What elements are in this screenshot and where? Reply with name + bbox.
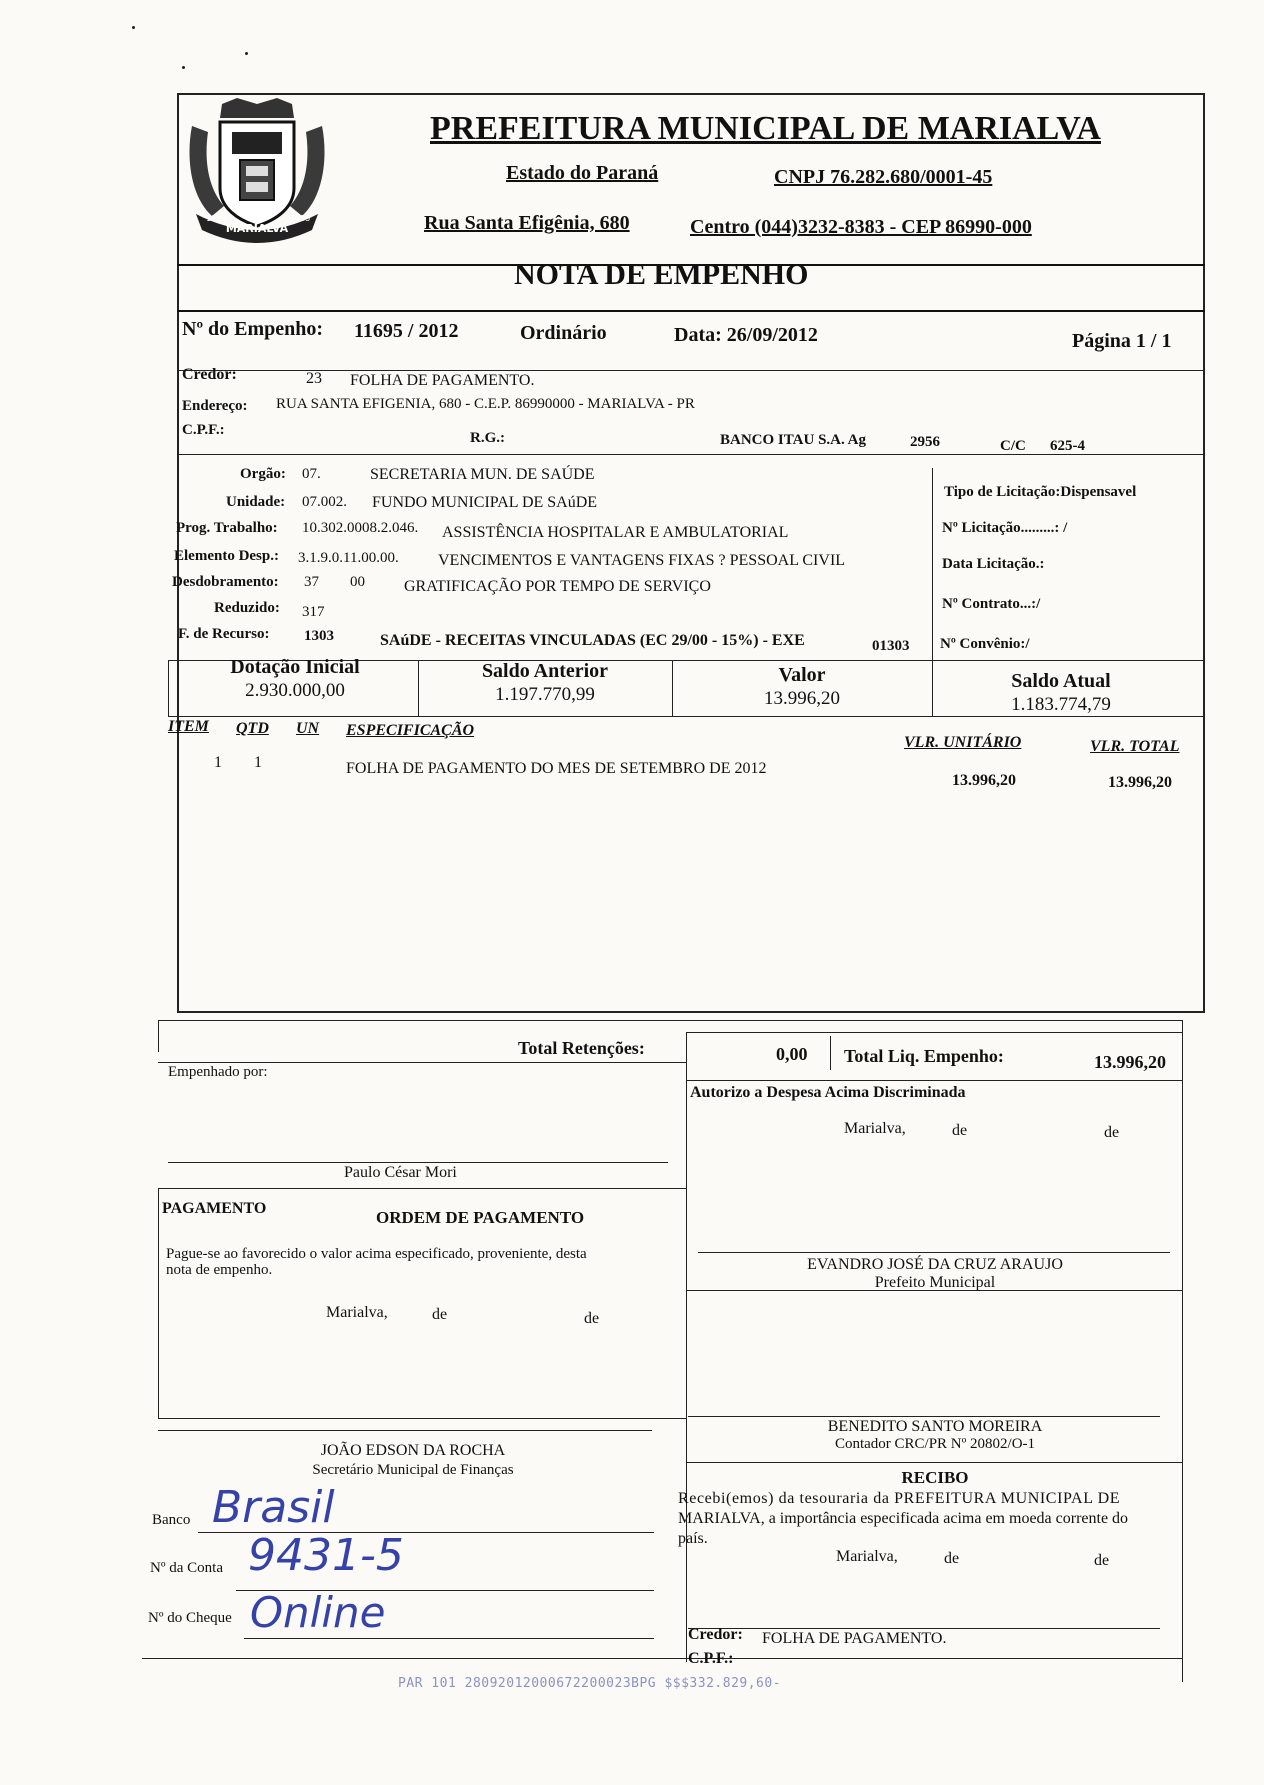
- recibo-label: RECIBO: [901, 1468, 969, 1487]
- signature-line: [688, 1416, 1160, 1417]
- col-especificacao: ESPECIFICAÇÃO: [346, 722, 475, 739]
- divider: [168, 660, 169, 716]
- divider: [418, 660, 419, 716]
- crest-year-right: 1955: [290, 214, 311, 223]
- col-un: UN: [296, 720, 320, 737]
- cc-label: C/C: [1000, 438, 1026, 454]
- elemento-label: Elemento Desp.:: [174, 548, 279, 564]
- credor-name: FOLHA DE PAGAMENTO.: [350, 372, 535, 389]
- autorizo-de2: de: [1104, 1124, 1120, 1141]
- data-empenho: Data: 26/09/2012: [674, 324, 818, 346]
- unidade-code: 07.002.: [302, 494, 347, 510]
- ordem-pagamento-label: ORDEM DE PAGAMENTO: [376, 1208, 585, 1227]
- recibo-cpf-label: C.P.F.:: [688, 1650, 734, 1667]
- recibo-text-2: MARIALVA, a importância especificada acima em moeda corrente do: [678, 1510, 1129, 1527]
- col-item: ITEM: [168, 718, 209, 735]
- recibo-text-3: país.: [678, 1530, 708, 1547]
- divider: [158, 1188, 159, 1418]
- state-label: Estado do Paraná: [506, 162, 659, 184]
- dotacao-inicial-value: 2.930.000,00: [245, 680, 345, 701]
- recibo-text-1: Recebi(emos) da tesouraria da PREFEITURA MUNICIPAL DE: [678, 1490, 1121, 1507]
- autorizo-label: Autorizo a Despesa Acima Discriminada: [690, 1084, 966, 1101]
- pagamento-label: PAGAMENTO: [162, 1200, 267, 1217]
- divider: [672, 660, 673, 716]
- divider: [177, 310, 1205, 312]
- row-qtd: 1: [254, 754, 262, 771]
- elemento-name: VENCIMENTOS E VANTAGENS FIXAS ? PESSOAL CIVIL: [438, 552, 846, 569]
- empenho-value: 11695 / 2012: [354, 320, 459, 342]
- valor-label: Valor: [778, 664, 826, 686]
- recurso-code2: 01303: [872, 638, 910, 654]
- desdobramento-label: Desdobramento:: [172, 574, 279, 590]
- prefeito-name: EVANDRO JOSÉ DA CRUZ ARAUJO: [807, 1256, 1063, 1273]
- signature-line: [688, 1628, 1160, 1629]
- valor-value: 13.996,20: [764, 688, 840, 709]
- recibo-credor-value: FOLHA DE PAGAMENTO.: [762, 1630, 947, 1647]
- conta-field-label: Nº da Conta: [150, 1560, 223, 1576]
- numero-convenio: Nº Convênio:/: [940, 636, 1030, 652]
- divider: [830, 1036, 831, 1070]
- row-vlr-total: 13.996,20: [1108, 774, 1172, 791]
- banco-field-label: Banco: [152, 1512, 191, 1528]
- divider: [158, 1062, 686, 1063]
- crest-text: MARIALVA: [225, 222, 289, 235]
- cpf-label: C.P.F.:: [182, 422, 225, 438]
- autorizo-city: Marialva,: [844, 1120, 906, 1137]
- tipo-licitacao: Tipo de Licitação:Dispensavel: [944, 484, 1137, 500]
- city-crest-icon: [182, 96, 332, 248]
- cnpj-label: CNPJ 76.282.680/0001-45: [774, 166, 993, 188]
- cheque-field-label: Nº do Cheque: [148, 1610, 232, 1626]
- cheque-field-line: [244, 1638, 654, 1639]
- crest-year-left: 1951: [206, 214, 227, 223]
- row-item: 1: [214, 754, 222, 771]
- total-liquido-value: 13.996,20: [1094, 1052, 1166, 1072]
- dotacao-inicial-label: Dotação Inicial: [230, 656, 360, 678]
- prefeito-role: Prefeito Municipal: [874, 1274, 996, 1291]
- recibo-credor-label: Credor:: [688, 1626, 743, 1643]
- endereco-label: Endereço:: [182, 398, 248, 414]
- saldo-anterior-value: 1.197.770,99: [495, 684, 595, 705]
- pagamento-city: Marialva,: [326, 1304, 388, 1321]
- agencia-value: 2956: [910, 434, 940, 450]
- row-vlr-unitario: 13.996,20: [952, 772, 1016, 789]
- row-especificacao: FOLHA DE PAGAMENTO DO MES DE SETEMBRO DE 2012: [346, 760, 767, 777]
- signature-line: [168, 1162, 668, 1163]
- col-qtd: QTD: [236, 720, 269, 737]
- divider: [168, 716, 1205, 717]
- divider: [158, 1020, 159, 1052]
- prog-label: Prog. Trabalho:: [176, 520, 278, 536]
- pagamento-de1: de: [432, 1306, 448, 1323]
- empenhado-label: Empenhado por:: [168, 1064, 268, 1080]
- secretario-name: JOÃO EDSON DA ROCHA: [320, 1442, 506, 1459]
- contador-role: Contador CRC/PR Nº 20802/O-1: [834, 1436, 1036, 1452]
- col-vlr-unitario: VLR. UNITÁRIO: [904, 734, 1022, 751]
- pagamento-text-2: nota de empenho.: [166, 1262, 273, 1278]
- cheque-handwritten[interactable]: Online: [250, 1588, 386, 1637]
- divider: [932, 660, 933, 716]
- col-vlr-total: VLR. TOTAL: [1090, 738, 1180, 755]
- pagina: Página 1 / 1: [1072, 330, 1172, 352]
- pagamento-text-1: Pague-se ao favorecido o valor acima especificado, proveniente, desta: [166, 1246, 587, 1262]
- endereco-value: RUA SANTA EFIGENIA, 680 - C.E.P. 86990000 - MARIALVA - PR: [276, 396, 695, 412]
- total-liquido-label: Total Liq. Empenho:: [844, 1046, 1004, 1066]
- divider: [142, 1658, 1182, 1659]
- scan-speck: [245, 52, 248, 55]
- bank-stamp: PAR 101 28092012000672200023BPG $$$332.829,60-: [398, 1676, 782, 1691]
- contador-name: BENEDITO SANTO MOREIRA: [827, 1418, 1043, 1435]
- scan-speck: [132, 26, 135, 29]
- prog-name: ASSISTÊNCIA HOSPITALAR E AMBULATORIAL: [442, 524, 789, 541]
- banco-label: BANCO ITAU S.A. Ag: [720, 432, 866, 448]
- divider: [158, 1188, 686, 1189]
- divider: [686, 1462, 1182, 1463]
- cc-value: 625-4: [1050, 438, 1085, 454]
- numero-contrato: Nº Contrato...:/: [942, 596, 1041, 612]
- divider: [177, 370, 1205, 371]
- desdobramento-name: GRATIFICAÇÃO POR TEMPO DE SERVIÇO: [404, 578, 711, 595]
- unidade-label: Unidade:: [226, 494, 286, 510]
- address-contact: Centro (044)3232-8383 - CEP 86990-000: [690, 216, 1032, 238]
- recibo-de2: de: [1094, 1552, 1110, 1569]
- numero-licitacao: Nº Licitação.........: /: [942, 520, 1068, 536]
- recurso-name: SAúDE - RECEITAS VINCULADAS (EC 29/00 - 15%) - EXE: [380, 632, 805, 649]
- divider: [932, 468, 933, 660]
- divider: [158, 1418, 686, 1419]
- pagamento-de2: de: [584, 1310, 600, 1327]
- scan-speck: [182, 66, 185, 69]
- saldo-atual-label: Saldo Atual: [1011, 670, 1111, 692]
- total-retencoes-label: Total Retenções:: [518, 1038, 645, 1058]
- divider: [686, 1032, 1182, 1033]
- credor-label: Credor:: [182, 366, 237, 383]
- street-label: Rua Santa Efigênia, 680: [424, 212, 630, 234]
- desdobramento-code2: 00: [350, 574, 365, 590]
- saldo-anterior-label: Saldo Anterior: [481, 660, 609, 682]
- recurso-code: 1303: [304, 628, 334, 644]
- divider: [686, 1080, 1182, 1081]
- credor-code: 23: [306, 370, 322, 387]
- reduzido-label: Reduzido:: [214, 600, 280, 616]
- data-licitacao: Data Licitação.:: [942, 556, 1045, 572]
- recibo-city: Marialva,: [836, 1548, 898, 1565]
- conta-handwritten[interactable]: 9431-5: [248, 1530, 404, 1581]
- unidade-name: FUNDO MUNICIPAL DE SAúDE: [372, 494, 598, 511]
- recibo-de1: de: [944, 1550, 960, 1567]
- signature-line: [698, 1252, 1170, 1253]
- prefeitura-title: PREFEITURA MUNICIPAL DE MARIALVA: [430, 110, 1101, 147]
- divider: [686, 1032, 687, 1662]
- banco-handwritten[interactable]: Brasil: [212, 1482, 335, 1533]
- total-retencoes-value: 0,00: [776, 1044, 808, 1064]
- recurso-label: F. de Recurso:: [178, 626, 270, 642]
- divider: [1182, 1020, 1183, 1682]
- empenho-label: Nº do Empenho:: [182, 318, 324, 340]
- orgao-code: 07.: [302, 466, 321, 482]
- saldo-atual-value: 1.183.774,79: [1011, 694, 1111, 715]
- autorizo-de1: de: [952, 1122, 968, 1139]
- empenhado-name: Paulo César Mori: [344, 1164, 457, 1181]
- orgao-label: Orgão:: [240, 466, 286, 482]
- prog-code: 10.302.0008.2.046.: [302, 520, 419, 536]
- divider: [158, 1020, 1182, 1021]
- desdobramento-code1: 37: [304, 574, 319, 590]
- rg-label: R.G.:: [470, 430, 505, 446]
- tipo-empenho: Ordinário: [520, 322, 607, 344]
- reduzido-code: 317: [302, 604, 325, 620]
- secretario-role: Secretário Municipal de Finanças: [312, 1462, 514, 1478]
- document-title: NOTA DE EMPENHO: [514, 258, 809, 291]
- signature-line: [158, 1430, 652, 1431]
- orgao-name: SECRETARIA MUN. DE SAÚDE: [370, 466, 595, 483]
- elemento-code: 3.1.9.0.11.00.00.: [298, 550, 399, 566]
